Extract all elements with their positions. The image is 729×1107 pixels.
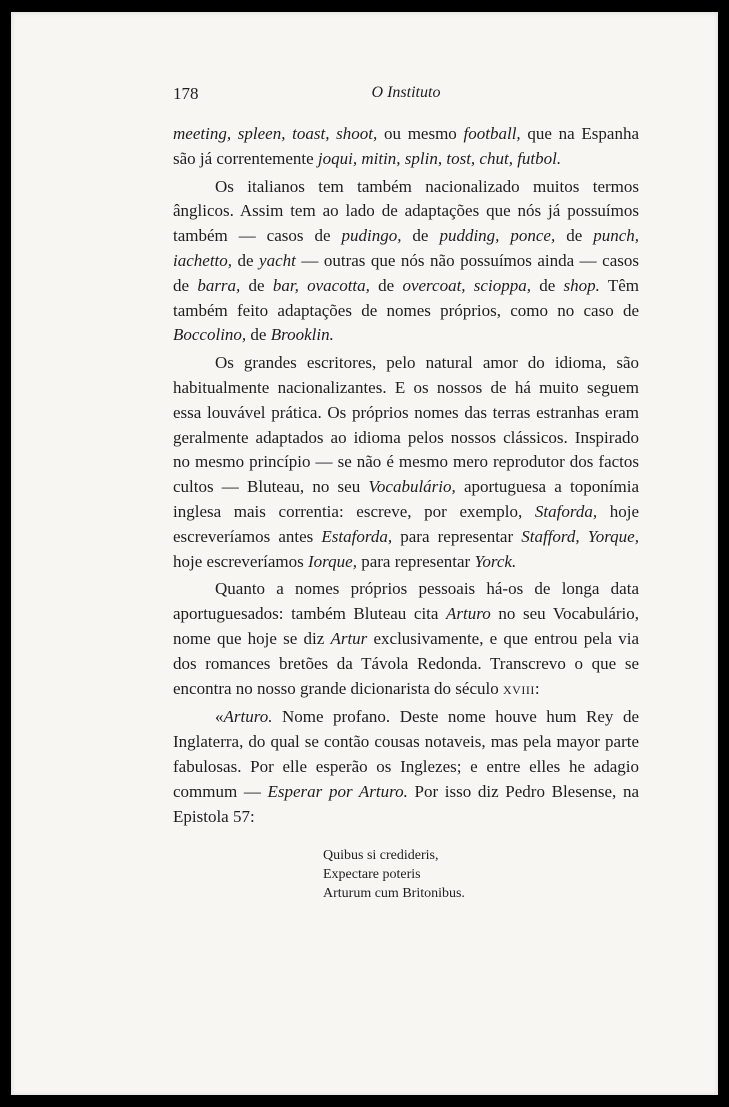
italic-term: Artur bbox=[330, 628, 368, 648]
text: hoje escreveríamos bbox=[173, 551, 308, 571]
latin-verse bbox=[323, 846, 639, 903]
italic-term: Yorck. bbox=[474, 551, 517, 571]
century-numeral: XVIII bbox=[503, 682, 535, 697]
text: para representar bbox=[356, 551, 475, 571]
page-content bbox=[173, 84, 639, 903]
text: Têm também feito adaptações de nomes próprios, como no caso de bbox=[173, 275, 639, 320]
text: Os grandes escritores, pelo natural amor do idioma, são habitualmente nacionalizantes. E os nossos de há muito seguem essa louvável prática. Os próprios nomes das terras estranhas eram geralmente adaptados ao idioma pelos nossos clássicos. Inspirado no mesmo princípio — se não é mesmo mero reprodutor dos factos cultos — Bluteau, no seu bbox=[173, 353, 639, 497]
text: que na Espanha são já correntemente bbox=[173, 124, 639, 168]
text: — outras que nós não possuímos ainda — casos de bbox=[173, 250, 639, 295]
text: de bbox=[401, 226, 440, 246]
text: Por isso diz Pedro Blesense, na Epistola 57: bbox=[173, 781, 639, 826]
italic-term: Iorque, bbox=[308, 551, 357, 571]
italic-term: Brooklin. bbox=[270, 325, 334, 345]
quote-mark: « bbox=[215, 707, 224, 727]
italic-term: bar, ovacotta, bbox=[272, 275, 370, 295]
verse-line: Expectare poteris bbox=[323, 867, 421, 883]
italic-term: Arturo. bbox=[223, 707, 273, 727]
text: : bbox=[534, 678, 540, 698]
italic-term: Stafford, Yorque, bbox=[521, 526, 639, 546]
italic-term: football, bbox=[463, 124, 521, 143]
italic-term: Esperar por Arturo. bbox=[267, 781, 408, 801]
italic-term: pudding, ponce, bbox=[439, 226, 556, 246]
text: exclusivamente, e que entrou pela via dos romances bretões da Távola Redonda. Transcrevo o que se encontra no nosso grande dicionarista do século bbox=[173, 628, 640, 698]
text: de bbox=[240, 275, 273, 295]
italic-term: punch, iachetto, bbox=[173, 226, 640, 270]
text: para representar bbox=[392, 526, 522, 546]
italic-term: pudingo, bbox=[341, 226, 402, 246]
italic-term: overcoat, scioppa, bbox=[402, 275, 531, 295]
page-sheet bbox=[11, 12, 718, 1095]
page-header bbox=[173, 84, 639, 106]
verse-line: Arturum cum Britonibus. bbox=[323, 886, 465, 902]
paragraph-4 bbox=[173, 577, 639, 702]
paragraph-1 bbox=[173, 122, 639, 172]
italic-term: meeting, spleen, toast, shoot, bbox=[173, 124, 378, 143]
italic-term: barra, bbox=[197, 275, 241, 295]
text: aportuguesa a toponímia inglesa mais correntia: escreve, por exemplo, bbox=[173, 477, 639, 521]
page-number: 178 bbox=[173, 84, 199, 103]
italic-term: Boccolino, bbox=[173, 325, 247, 345]
italic-term: Vocabulário, bbox=[368, 477, 456, 497]
paragraph-5-quotation bbox=[173, 705, 639, 829]
text: de bbox=[530, 275, 564, 295]
text: de bbox=[555, 226, 594, 246]
text: ou mesmo bbox=[377, 124, 464, 143]
text: hoje escreveríamos antes bbox=[173, 501, 639, 546]
italic-term: Estaforda, bbox=[321, 526, 393, 546]
italic-term: yacht bbox=[259, 250, 296, 270]
text: de bbox=[369, 275, 403, 295]
text: de bbox=[246, 325, 271, 345]
text: no seu Vocabulário, nome que hoje se diz bbox=[173, 604, 639, 648]
text: Quanto a nomes próprios pessoais há-os de longa data aportuguesados: também Bluteau cita bbox=[173, 579, 639, 624]
text: Os italianos tem também nacionalizado muitos termos ânglicos. Assim tem ao lado de adaptações que nós já possuímos também — casos de bbox=[173, 176, 639, 246]
running-title: O Instituto bbox=[371, 84, 441, 101]
italic-term: Staforda, bbox=[534, 501, 598, 521]
paragraph-2 bbox=[173, 175, 639, 349]
text: de bbox=[232, 250, 260, 270]
paragraph-3 bbox=[173, 351, 639, 574]
verse-line: Quibus si credideris, bbox=[323, 848, 439, 864]
italic-term: shop. bbox=[563, 275, 600, 295]
italic-term: joqui, mitin, splin, tost, chut, futbol. bbox=[317, 148, 562, 168]
italic-term: Arturo bbox=[446, 604, 491, 624]
text: Nome profano. Deste nome houve hum Rey de Inglaterra, do qual se contão cousas notaveis, mas pela mayor parte fabulosas. Por elle esperão os Inglezes; e entre elles he adagio commum — bbox=[173, 707, 639, 801]
